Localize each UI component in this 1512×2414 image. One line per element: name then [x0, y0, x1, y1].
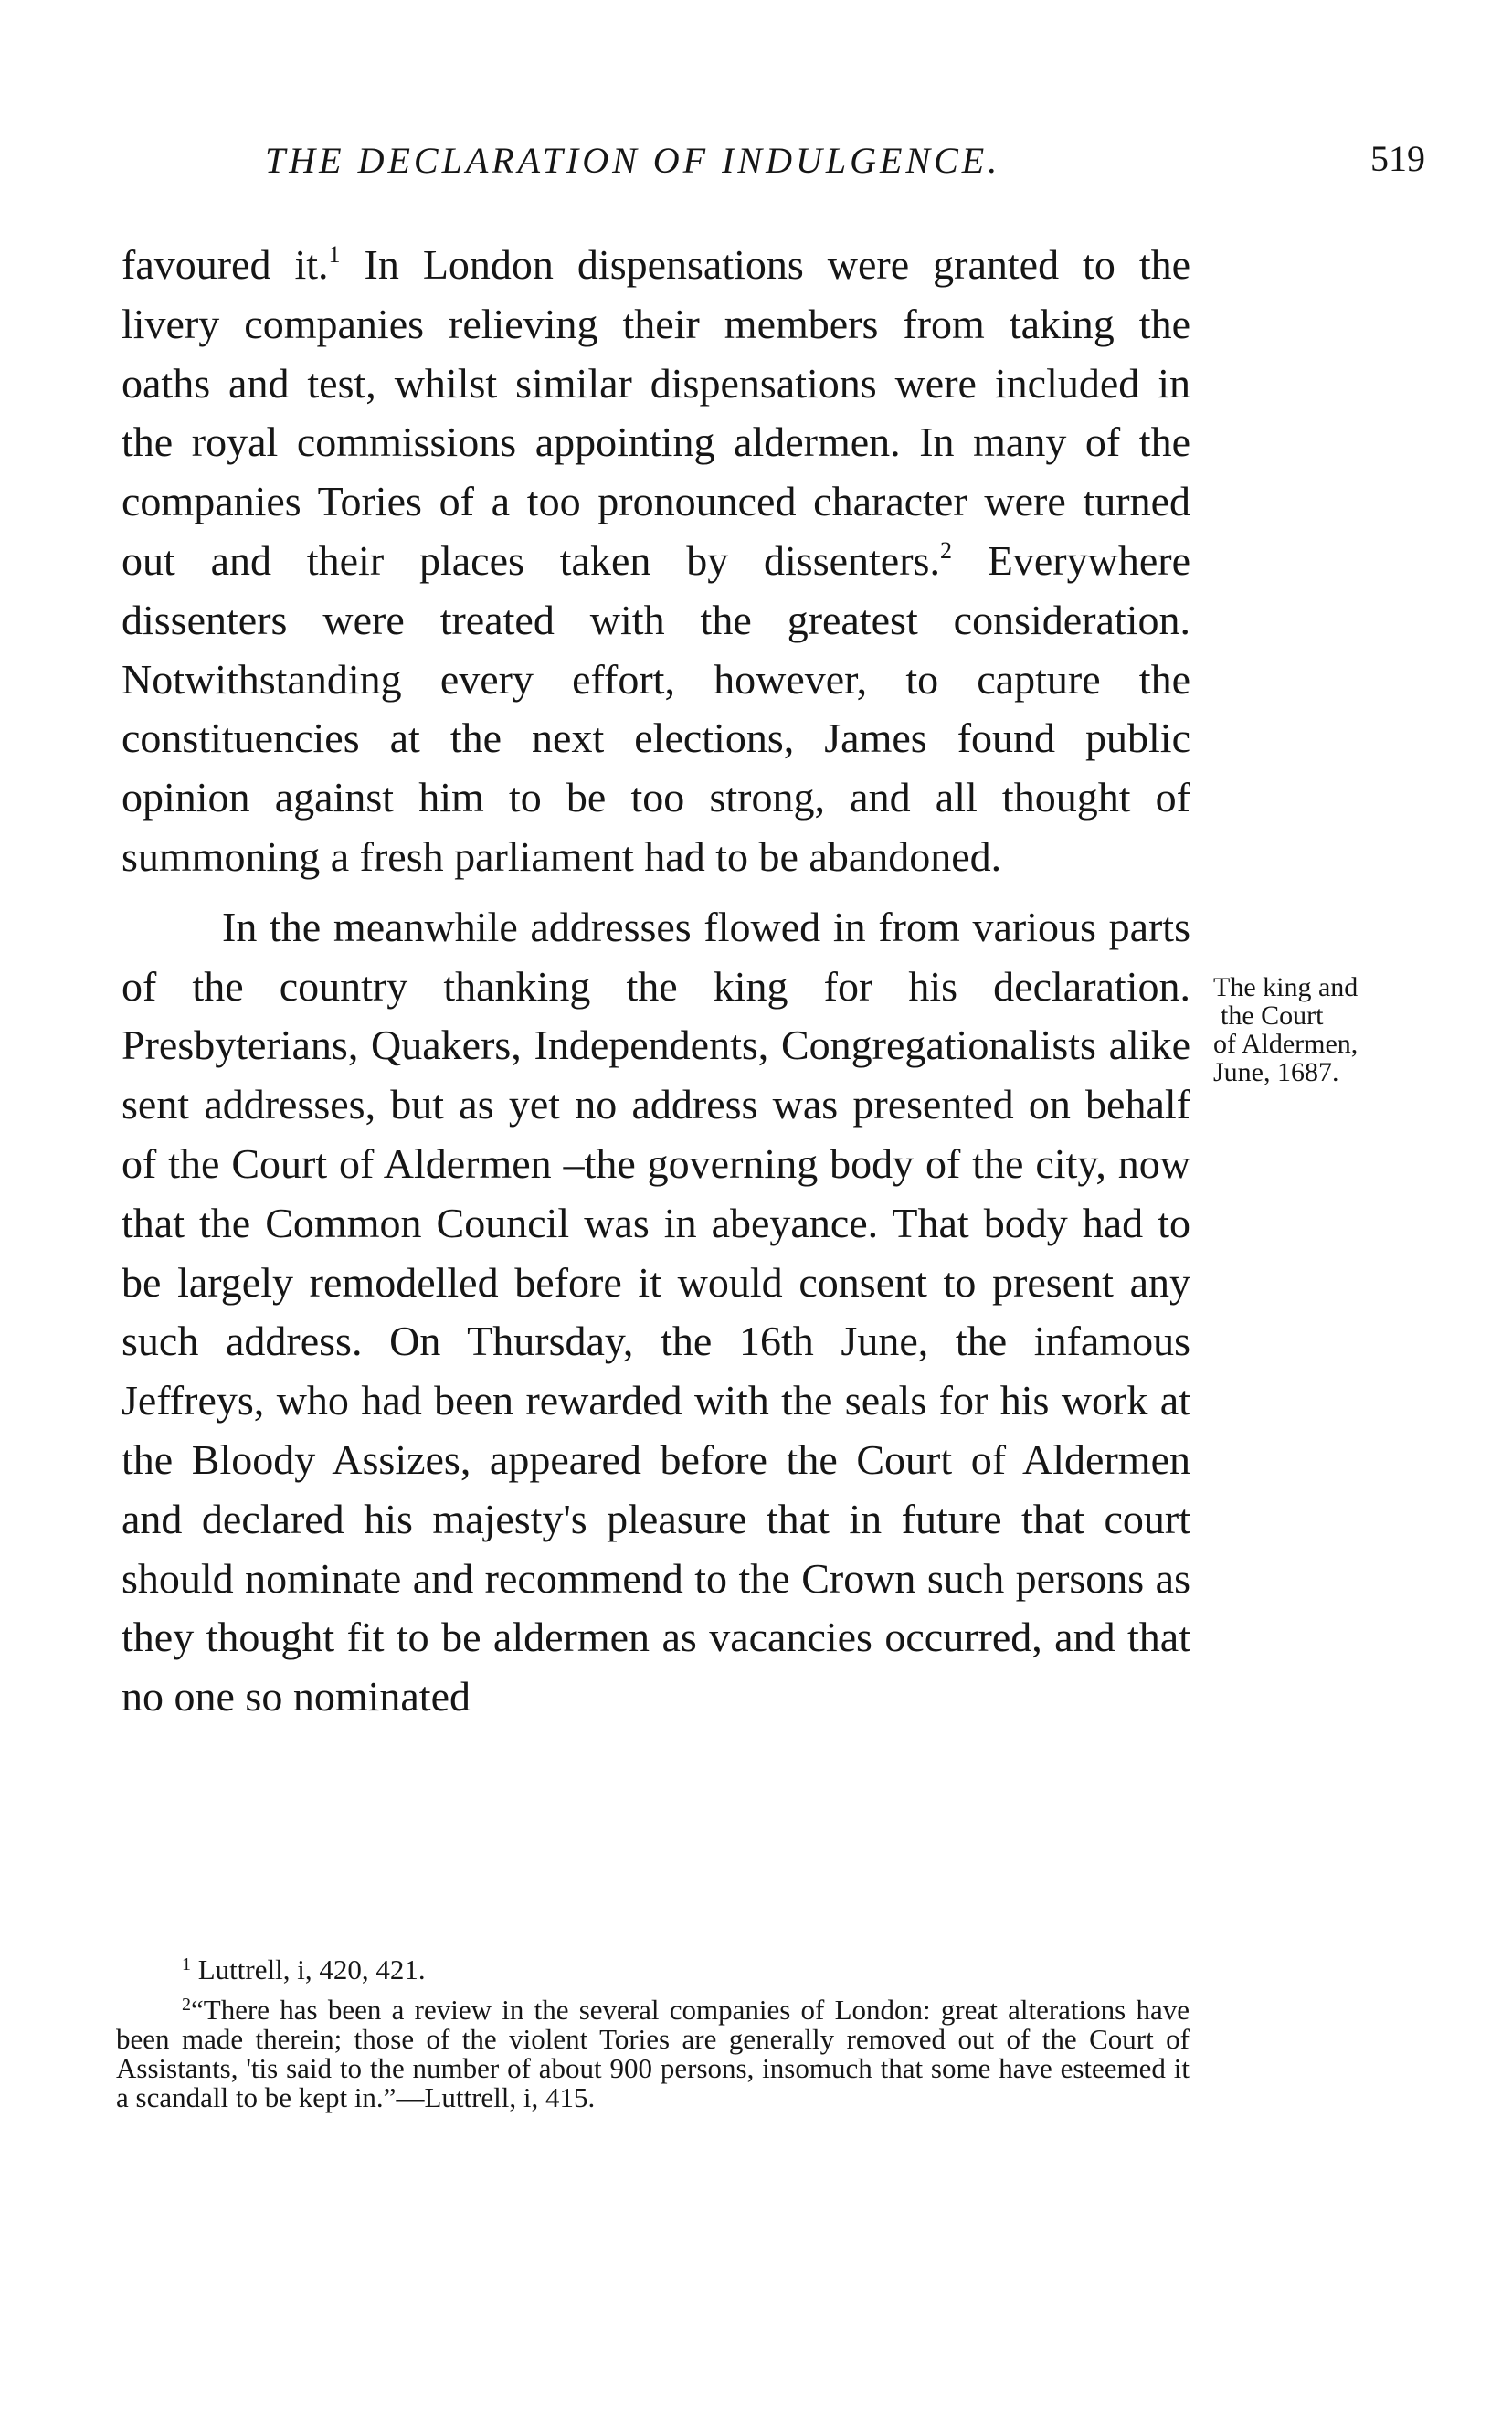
marginal-note-line: the Court	[1221, 1001, 1324, 1031]
running-title: THE DECLARATION OF INDULGENCE.	[265, 140, 1001, 181]
footnote-1	[116, 1955, 1190, 1985]
footnote-2	[116, 1996, 1190, 2112]
paragraph-1-part-b: In London dispensations were granted to the livery companies relieving their members from taking the oaths and test, whilst similar dispensations were included in the royal commissions appointing aldermen. In many of the companies Tories of a too pronounced character were turned out and their places taken by dissenters.	[122, 241, 1191, 584]
footnote-2-marker: 2	[182, 1995, 191, 2015]
marginal-note-line: of Aldermen,	[1213, 1029, 1359, 1059]
page-number: 519	[1370, 138, 1425, 179]
main-text	[122, 236, 1190, 1727]
paragraph-1-part-c: Everywhere dissenters were treated with the greatest consideration. Notwithstanding every effort, however, to capture the constituencies at the next elections, James found public opinion against him to be too strong, and all thought of summoning a fresh parliament had to be abandoned.	[122, 536, 1190, 880]
marginal-note-line: The king and	[1213, 972, 1359, 1002]
paragraph-1	[122, 236, 1190, 887]
footnote-ref-1[interactable]: 1	[328, 241, 341, 268]
marginal-note	[1213, 973, 1423, 1086]
footnote-1-text: Luttrell, i, 420, 421.	[197, 1953, 426, 1985]
footnote-1-marker: 1	[182, 1954, 191, 1975]
paragraph-2: In the meanwhile addresses flowed in from various parts of the country thanking the king for his declaration. Presbyterians, Quakers, Independents, Congregationalists alike sent addresses, but as yet no address was presented on behalf of the Court of Aldermen –the governing body of the city, now that the Common Council was in abeyance. That body had to be largely remodelled before it would consent to present any such address. On Thursday, the 16th June, the infamous Jeffreys, who had been rewarded with the seals for his work at the Bloody Assizes, appeared before the Court of Aldermen and declared his majesty's pleasure that in future that court should nominate and recommend to the Crown such persons as they thought fit to be aldermen as vacancies occurred, and that no one so nominated	[122, 903, 1190, 1721]
footnote-ref-2[interactable]: 2	[939, 536, 952, 564]
marginal-note-line: June, 1687.	[1213, 1057, 1339, 1087]
footnotes	[116, 1955, 1190, 2112]
footnote-2-text: “There has been a review in the several companies of London: great alterations have been made therein; those of the violent Tories are generally removed out of the Court of Assistants, 'tis said to the number of about 900 persons, insomuch that some have esteemed it a scandall to be kept in.”—Luttrell, i, 415.	[116, 1994, 1190, 2113]
paragraph-1-part-a: favoured it.	[122, 241, 329, 288]
